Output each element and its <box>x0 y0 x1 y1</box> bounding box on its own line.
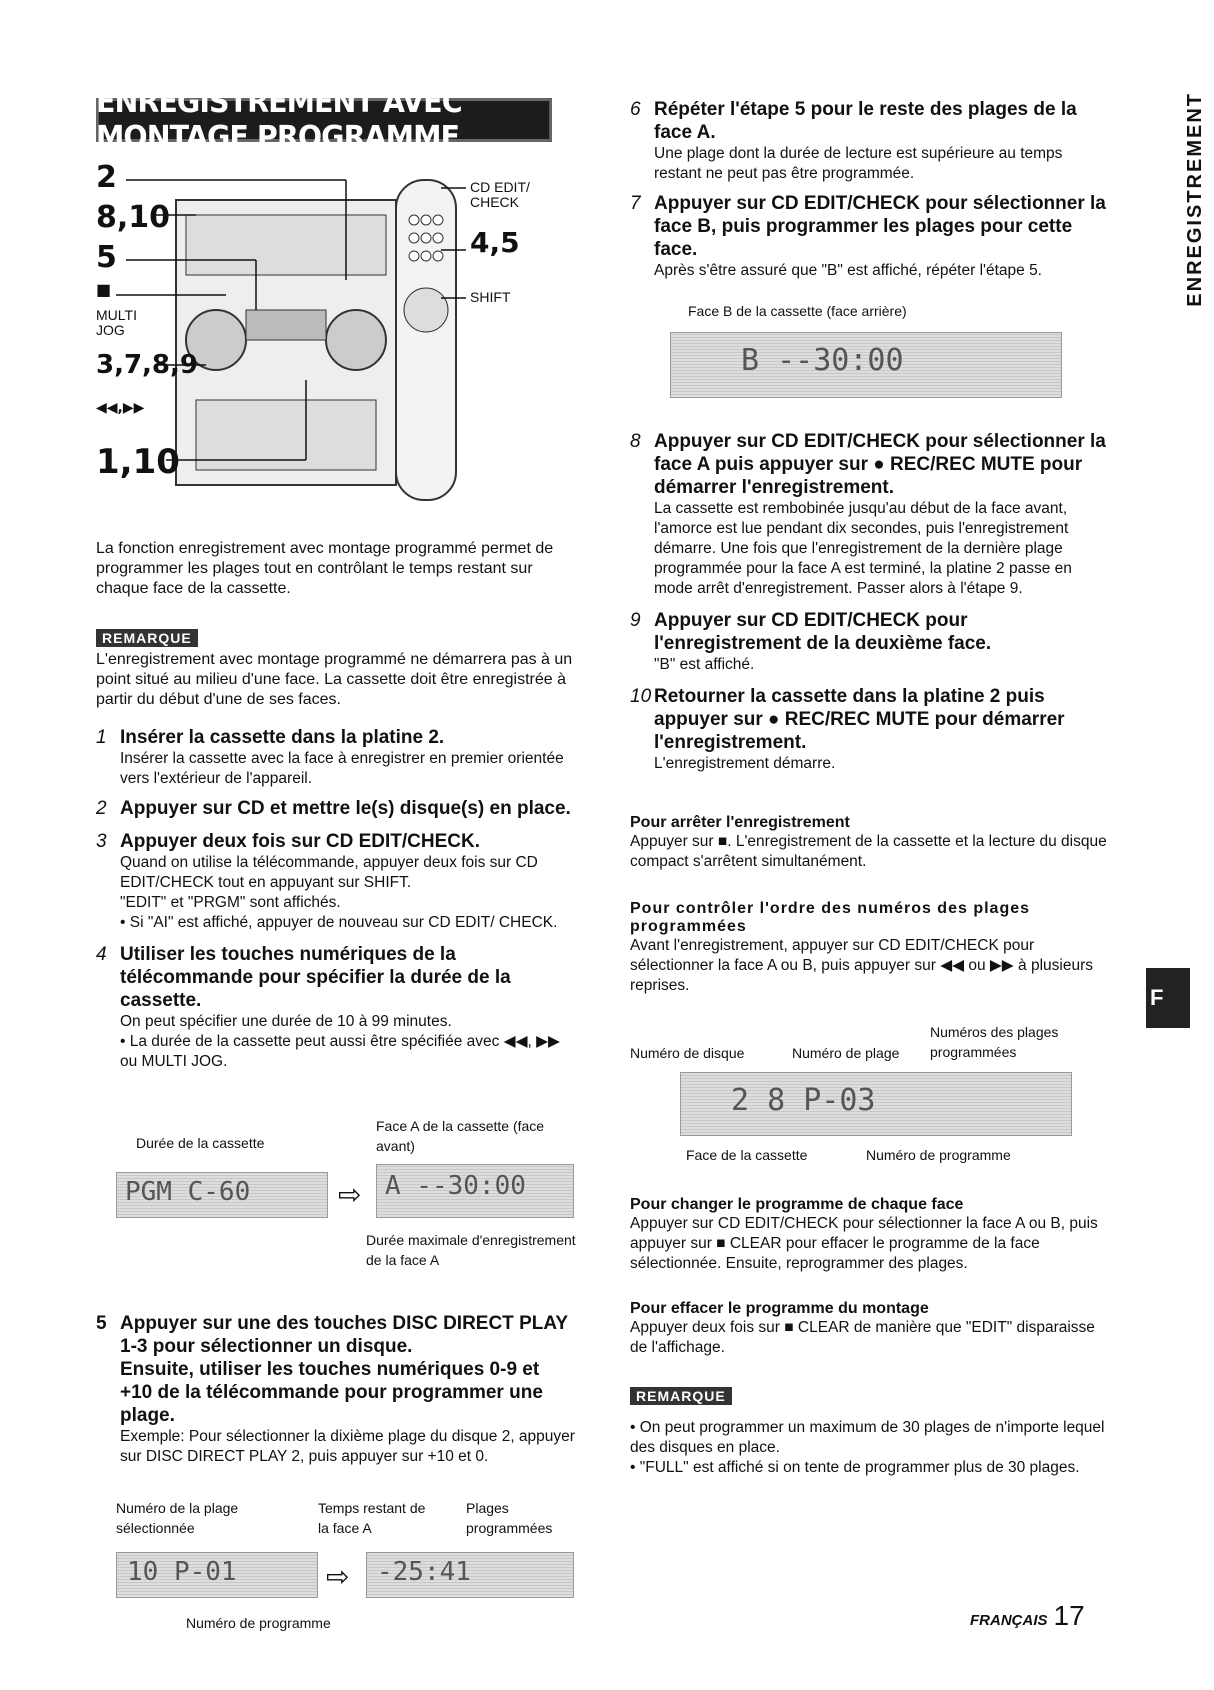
step-3: 3 Appuyer deux fois sur CD EDIT/CHECK. Quand on utilise la télécommande, appuyer deux fois sur CD EDIT/CHECK tout en appuyant sur SHIFT. "EDIT" et "PRGM" sont affichés. • Si "AI" est affiché, appuyer de nouveau sur CD EDIT/ CHECK. <box>96 831 558 931</box>
figure-program-order: Numéros des plages programmées Numéro de disque Numéro de plage 2 8 P-03 Face de la cassette Numéro de programme <box>630 1018 1110 1168</box>
callout-8-10: 8,10 <box>96 200 171 235</box>
page-banner: ENREGISTREMENT AVEC MONTAGE PROGRAMME <box>96 98 552 142</box>
arrow-right-icon: ⇨ <box>338 1179 362 1210</box>
callout-4-5: 4,5 <box>470 226 520 259</box>
remarque2-badge: REMARQUE <box>630 1388 732 1406</box>
left-steps <box>96 726 576 1072</box>
callout-stop: ■ <box>96 280 112 299</box>
section-change: Pour changer le programme de chaque face Appuyer sur CD EDIT/CHECK pour sélectionner la face A ou B, puis appuyer sur ■ CLEAR pour effacer le programme de la face sélectionnée. Ensuite, reprogrammer des plages. <box>630 1196 1098 1272</box>
callout-2: 2 <box>96 160 117 195</box>
step-1: 1 Insérer la cassette dans la platine 2. Insérer la cassette avec la face à enregistrer en premier orientée vers l'extérieur de l'appareil. <box>96 727 564 787</box>
callout-cd-edit-check: CD EDIT/ CHECK <box>470 179 530 210</box>
callout-shift: SHIFT <box>470 289 511 305</box>
footer-lang: FRANÇAIS <box>970 1612 1048 1629</box>
language-tab: F <box>1146 968 1190 1028</box>
remarque-badge: REMARQUE <box>96 630 198 648</box>
figure-face-b: Face B de la cassette (face arrière) B --30:00 <box>650 300 1070 410</box>
remarque2-item: • "FULL" est affiché si on tente de programmer plus de 30 plages. <box>630 1459 1080 1476</box>
callout-multi-jog: MULTI JOG <box>96 307 137 338</box>
lcd-program-right: -25:41 <box>366 1552 574 1598</box>
side-label: ENREGISTREMENT <box>1184 92 1206 307</box>
step-10: 10 Retourner la cassette dans la platine 2 puis appuyer sur ● REC/REC MUTE pour démarrer l'enregistrement. L'enregistrement démarre. <box>630 686 1065 772</box>
remarque2-list <box>630 1418 1110 1478</box>
callout-5: 5 <box>96 240 117 275</box>
callout-1-10: 1,10 <box>96 442 180 482</box>
callout-3-7-8-9: 3,7,8,9 <box>96 350 198 380</box>
lcd-right: A --30:00 <box>376 1164 574 1218</box>
section-check-order: Pour contrôler l'ordre des numéros des plages programmées Avant l'enregistrement, appuyer sur CD EDIT/CHECK pour sélectionner la face A ou B, puis appuyer sur ◀◀ ou ▶▶ à plusieurs reprises. <box>630 900 1093 994</box>
right-steps-a <box>630 98 1110 281</box>
page-number: 17 <box>1053 1600 1085 1631</box>
figure-cassette-duration: Durée de la cassette Face A de la cassette (face avant) PGM C-60 ⇨ A --30:00 Durée maximale d'enregistrement de la face A <box>96 1112 576 1272</box>
remarque2-item: • On peut programmer un maximum de 30 plages de n'importe lequel des disques en place. <box>630 1419 1105 1456</box>
lcd-program-left: 10 P-01 <box>116 1552 318 1598</box>
step-7: 7 Appuyer sur CD EDIT/CHECK pour sélectionner la face B, puis programmer les plages pour cette face. Après s'être assuré que "B" est affiché, répéter l'étape 5. <box>630 193 1106 279</box>
intro-text: La fonction enregistrement avec montage programmé permet de programmer les plages tout en contrôlant le temps restant sur chaque face de la cassette. <box>96 540 554 597</box>
device-diagram <box>96 160 576 520</box>
right-steps-b <box>630 430 1110 774</box>
step-9: 9 Appuyer sur CD EDIT/CHECK pour l'enregistrement de la deuxième face. "B" est affiché. <box>630 610 992 673</box>
section-erase: Pour effacer le programme du montage Appuyer deux fois sur ■ CLEAR de manière que "EDIT" disparaisse de l'affichage. <box>630 1300 1095 1356</box>
remarque-text: L'enregistrement avec montage programmé ne démarrera pas à un point situé au milieu d'une face. La cassette doit être enregistrée à partir du début d'une de ses faces. <box>96 651 573 708</box>
section-stop: Pour arrêter l'enregistrement Appuyer sur ■. L'enregistrement de la cassette et la lecture du disque compact s'arrêtent simultanément. <box>630 814 1107 870</box>
step-4: 4 Utiliser les touches numériques de la télécommande pour spécifier la durée de la cassette. On peut spécifier une durée de 10 à 99 minutes. • La durée de la cassette peut aussi être spécifiée avec ◀◀, ▶▶ ou MULTI JOG. <box>96 944 560 1070</box>
arrow-right-icon: ⇨ <box>326 1561 350 1592</box>
lcd-order: 2 8 P-03 <box>680 1072 1072 1136</box>
step-8: 8 Appuyer sur CD EDIT/CHECK pour sélectionner la face A puis appuyer sur ● REC/REC MUTE pour démarrer l'enregistrement. La cassette est rembobinée jusqu'au début de la face avant, l'amorce est lue pendant dix secondes, puis l'enregistrement démarre. Une fois que l'enregistrement de la dernière plage programmée pour la face A est terminé, la platine 2 passe en mode arrêt d'enregistrement. Passer alors à l'étape 9. <box>630 431 1106 597</box>
lcd-left: PGM C-60 <box>116 1172 328 1218</box>
step-6: 6 Répéter l'étape 5 pour le reste des plages de la face A. Une plage dont la durée de lecture est supérieure au temps restant ne peut pas être programmée. <box>630 99 1077 182</box>
lcd-face-b: B --30:00 <box>670 332 1062 398</box>
step-5: 5 Appuyer sur une des touches DISC DIRECT PLAY 1-3 pour sélectionner un disque. Ensuite, utiliser les touches numériques 0-9 et +10 de la télécommande pour programmer une plage. Exemple: Pour sélectionner la dixième plage du disque 2, appuyer sur DISC DIRECT PLAY 2, puis appuyer sur +10 et 0. <box>96 1313 575 1465</box>
figure-program-example: Numéro de la plage sélectionnée Temps restant de la face A Plages programmées 10 P-01 ⇨ -25:41 Numéro de programme <box>96 1498 576 1640</box>
page-footer <box>970 1600 1085 1632</box>
step-2: 2 Appuyer sur CD et mettre le(s) disque(s) en place. <box>96 798 571 819</box>
callout-skip: ◀◀,▶▶ <box>96 400 145 416</box>
